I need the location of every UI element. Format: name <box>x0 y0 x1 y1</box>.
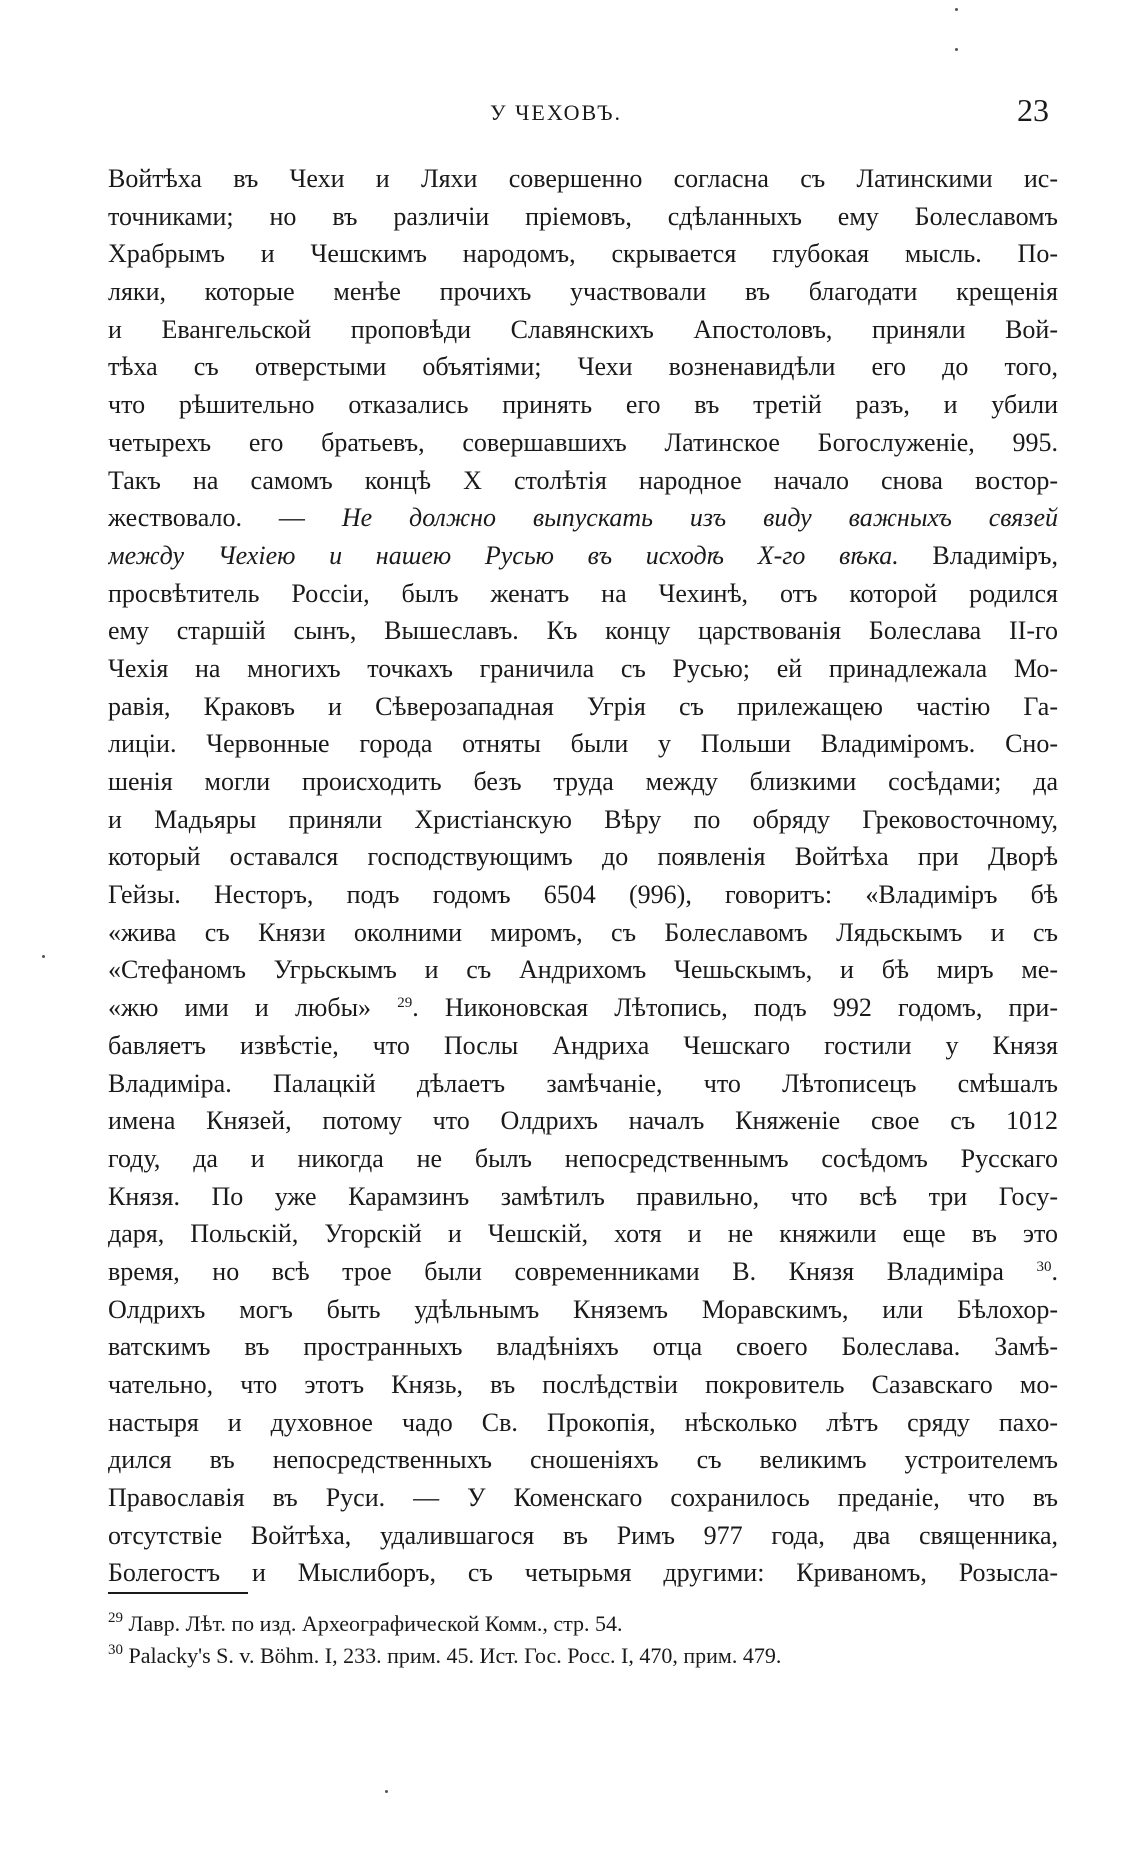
text-line: году, да и никогда не былъ непосредственнымъ сосѣдомъ Русскаго <box>108 1143 1058 1173</box>
footnote <box>108 1640 1058 1672</box>
text-line: ляки, которые менѣе прочихъ участвовали въ благодати крещенія <box>108 277 1058 307</box>
text-span: жествовало. — <box>108 503 342 533</box>
text-span: . Никоновская Лѣтопись, подъ 992 годомъ, при- <box>412 993 1058 1023</box>
text-line: чательно, что этотъ Князь, въ послѣдствіи покровитель Сазавскаго мо- <box>108 1370 1058 1399</box>
text-line: просвѣтитель Россіи, былъ женатъ на Чехинѣ, отъ которой родился <box>108 578 1058 608</box>
text-line: четырехъ его братьевъ, совершавшихъ Латинское Богослуженіе, 995. <box>108 427 1058 457</box>
text-line: Олдрихъ могъ быть удѣльнымъ Княземъ Моравскимъ, или Бѣлохор- <box>108 1294 1058 1324</box>
text-line <box>108 1253 1058 1291</box>
text-line: точниками; но въ различіи пріемовъ, сдѣланныхъ ему Болеславомъ <box>108 201 1058 231</box>
text-line: даря, Польскій, Угорскій и Чешскій, хотя и не княжили еще въ это <box>108 1219 1058 1249</box>
text-line: что рѣшительно отказались принять его въ третій разъ, и убили <box>108 390 1058 420</box>
text-line: Такъ на самомъ концѣ Х столѣтія народное начало снова востор- <box>108 465 1058 495</box>
text-line <box>108 989 1058 1027</box>
text-line: настыря и духовное чадо Св. Прокопія, нѣсколько лѣтъ сряду пахо- <box>108 1407 1058 1437</box>
text-line: Православія въ Руси. — У Коменскаго сохранилось преданіе, что въ <box>108 1483 1058 1513</box>
footnote-mark: 29 <box>108 1610 123 1626</box>
footnote-ref[interactable]: 29 <box>397 995 413 1012</box>
page-number: 23 <box>1017 92 1049 128</box>
print-speck <box>42 955 45 958</box>
text-line: Войтѣха въ Чехи и Ляхи совершенно согласна съ Латинскими ис- <box>108 164 1058 193</box>
text-line: «жива съ Князи околними миромъ, съ Болеславомъ Лядьскымъ и съ <box>108 917 1058 947</box>
text-line: тѣха съ отверстыми объятіями; Чехи возненавидѣли его до того, <box>108 352 1058 382</box>
body-text <box>108 160 1058 1592</box>
text-line: шенія могли происходить безъ труда между близкими сосѣдами; да <box>108 767 1058 796</box>
text-span: время, но всѣ трое были современниками В. Князя Владиміра <box>108 1256 1037 1286</box>
text-line: и Мадьяры приняли Христіанскую Вѣру по обряду Грековосточному, <box>108 804 1058 834</box>
text-span: «жю ими и любы» <box>108 993 398 1023</box>
text-line: имена Князей, потому что Олдрихъ началъ Княженіе свое съ 1012 <box>108 1106 1058 1136</box>
text-line: Храбрымъ и Чешскимъ народомъ, скрывается глубокая мысль. По- <box>108 239 1058 269</box>
text-line: ватскимъ въ пространныхъ владѣніяхъ отца своего Болеслава. Замѣ- <box>108 1332 1058 1362</box>
footnote-text: Лавр. Лѣт. по изд. Археографической Комм., стр. 54. <box>123 1611 623 1636</box>
text-line: лиціи. Червонные города отняты были у Польши Владиміромъ. Сно- <box>108 729 1058 759</box>
text-line: бавляетъ извѣстіе, что Послы Андриха Чешскаго гостили у Князя <box>108 1030 1058 1060</box>
text-line: равія, Краковъ и Сѣверозападная Угрія съ прилежащею частію Га- <box>108 691 1058 721</box>
footnote-divider <box>108 1592 248 1594</box>
running-head: У ЧЕХОВЪ. <box>490 100 623 125</box>
text-line: Чехія на многихъ точкахъ граничила съ Русью; ей принадлежала Мо- <box>108 653 1058 683</box>
italic-emphasis: между Чехіею и нашею Русью въ исходѣ Х-го вѣка. <box>108 540 899 570</box>
italic-emphasis: Не должно выпускать изъ виду важныхъ связей <box>341 503 1058 533</box>
text-line: Князя. По уже Карамзинъ замѣтилъ правильно, что всѣ три Госу- <box>108 1181 1058 1211</box>
text-line: Гейзы. Несторъ, подъ годомъ 6504 (996), говоритъ: «Владиміръ бѣ <box>108 880 1058 910</box>
text-line: который оставался господствующимъ до появленія Войтѣха при Дворѣ <box>108 842 1058 872</box>
text-line <box>108 537 1058 575</box>
footnote-ref[interactable]: 30 <box>1036 1258 1052 1275</box>
text-line: ему старшій сынъ, Вышеславъ. Къ концу царствованія Болеслава II-го <box>108 616 1058 646</box>
text-line: дился въ непосредственныхъ сношеніяхъ съ великимъ устроителемъ <box>108 1445 1058 1475</box>
print-speck <box>955 8 958 11</box>
text-span: . <box>1051 1256 1058 1286</box>
text-line: «Стефаномъ Угрьскымъ и съ Андрихомъ Чешьскымъ, и бѣ миръ ме- <box>108 955 1058 985</box>
footnote-text: Palacky's S. v. Böhm. I, 233. прим. 45. Ист. Гос. Росс. I, 470, прим. 479. <box>123 1643 782 1668</box>
text-span: Владиміръ, <box>898 540 1058 570</box>
text-line: Болегостъ и Мыслиборъ, съ четырьмя другими: Криваномъ, Розысла- <box>108 1558 1058 1588</box>
text-line: отсутствіе Войтѣха, удалившагося въ Римъ 977 года, два священника, <box>108 1520 1058 1550</box>
print-speck <box>955 48 958 51</box>
footnote <box>108 1608 1058 1640</box>
text-line: Владиміра. Палацкій дѣлаетъ замѣчаніе, что Лѣтописецъ смѣшалъ <box>108 1068 1058 1098</box>
footnote-mark: 30 <box>108 1642 123 1658</box>
text-line: и Евангельской проповѣди Славянскихъ Апостоловъ, приняли Вой- <box>108 314 1058 344</box>
text-line <box>108 499 1058 537</box>
print-speck <box>385 1790 388 1793</box>
footnotes <box>108 1608 1058 1672</box>
